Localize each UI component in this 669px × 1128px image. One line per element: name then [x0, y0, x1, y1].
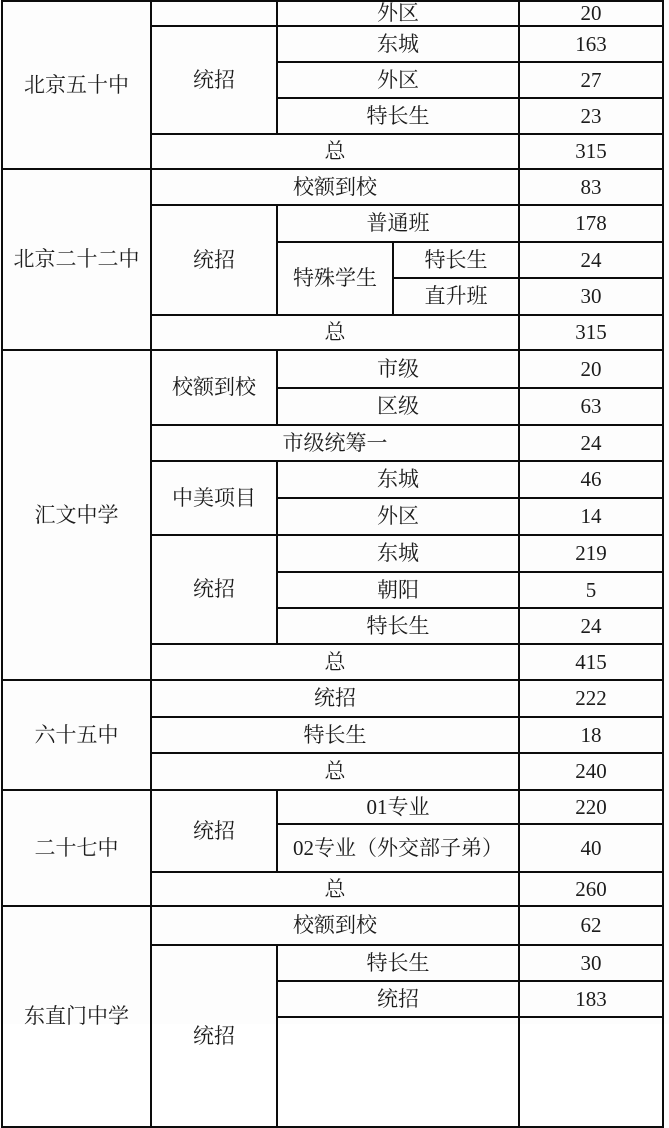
total-label-cell: 总	[151, 872, 519, 906]
category-cell: 统招	[151, 535, 277, 644]
category-cell: 统招	[151, 790, 277, 872]
total-label-cell: 总	[151, 134, 519, 169]
total-count-cell: 240	[519, 753, 663, 790]
school-cell: 二十七中	[2, 790, 151, 906]
cut-cell	[151, 1, 277, 26]
subcategory-cell: 东城	[277, 461, 519, 498]
category-cell: 统招	[151, 205, 277, 315]
subgroup-cell: 特殊学生	[277, 242, 393, 315]
school-cell: 北京五十中	[2, 1, 151, 169]
count-cell: 46	[519, 461, 663, 498]
cut-cell	[277, 1017, 519, 1127]
count-cell: 220	[519, 790, 663, 824]
count-cell: 30	[519, 945, 663, 981]
school-cell: 北京二十二中	[2, 169, 151, 350]
category-cell: 中美项目	[151, 461, 277, 535]
subcategory-cell: 外区	[277, 1, 519, 26]
count-cell: 14	[519, 498, 663, 535]
category-cell: 校额到校	[151, 350, 277, 425]
count-cell: 183	[519, 981, 663, 1017]
subcategory-cell: 区级	[277, 388, 519, 425]
category-cell: 校额到校	[151, 169, 519, 205]
school-cell: 汇文中学	[2, 350, 151, 680]
count-cell: 40	[519, 824, 663, 872]
subcategory-cell: 东城	[277, 26, 519, 62]
category-cell: 市级统筹一	[151, 425, 519, 461]
count-cell: 27	[519, 62, 663, 98]
school-cell: 六十五中	[2, 680, 151, 790]
count-cell: 24	[519, 425, 663, 461]
category-cell: 统招	[151, 945, 277, 1127]
count-cell: 5	[519, 572, 663, 608]
count-cell: 62	[519, 906, 663, 945]
count-cell: 178	[519, 205, 663, 242]
count-cell: 20	[519, 350, 663, 388]
subcategory-cell: 市级	[277, 350, 519, 388]
cut-cell	[519, 1017, 663, 1127]
total-count-cell: 415	[519, 644, 663, 680]
subcategory-cell: 统招	[277, 981, 519, 1017]
subcategory-cell: 特长生	[277, 98, 519, 134]
total-label-cell: 总	[151, 644, 519, 680]
count-cell: 20	[519, 1, 663, 26]
total-label-cell: 总	[151, 753, 519, 790]
total-count-cell: 315	[519, 134, 663, 169]
subcategory-cell: 外区	[277, 498, 519, 535]
count-cell: 219	[519, 535, 663, 572]
subcategory-cell: 朝阳	[277, 572, 519, 608]
school-cell: 东直门中学	[2, 906, 151, 1127]
count-cell: 83	[519, 169, 663, 205]
admission-plan-table	[1, 0, 664, 1128]
subcategory-cell: 直升班	[393, 278, 519, 315]
category-cell: 统招	[151, 26, 277, 134]
count-cell: 30	[519, 278, 663, 315]
category-cell: 特长生	[151, 717, 519, 753]
category-cell: 校额到校	[151, 906, 519, 945]
count-cell: 222	[519, 680, 663, 717]
subcategory-cell: 02专业（外交部子弟）	[277, 824, 519, 872]
subcategory-cell: 特长生	[277, 945, 519, 981]
count-cell: 63	[519, 388, 663, 425]
count-cell: 24	[519, 608, 663, 644]
subcategory-cell: 特长生	[277, 608, 519, 644]
total-count-cell: 260	[519, 872, 663, 906]
subcategory-cell: 外区	[277, 62, 519, 98]
count-cell: 163	[519, 26, 663, 62]
subcategory-cell: 01专业	[277, 790, 519, 824]
count-cell: 18	[519, 717, 663, 753]
count-cell: 23	[519, 98, 663, 134]
total-count-cell: 315	[519, 315, 663, 350]
total-label-cell: 总	[151, 315, 519, 350]
subcategory-cell: 特长生	[393, 242, 519, 278]
subcategory-cell: 普通班	[277, 205, 519, 242]
subcategory-cell: 东城	[277, 535, 519, 572]
count-cell: 24	[519, 242, 663, 278]
category-cell: 统招	[151, 680, 519, 717]
